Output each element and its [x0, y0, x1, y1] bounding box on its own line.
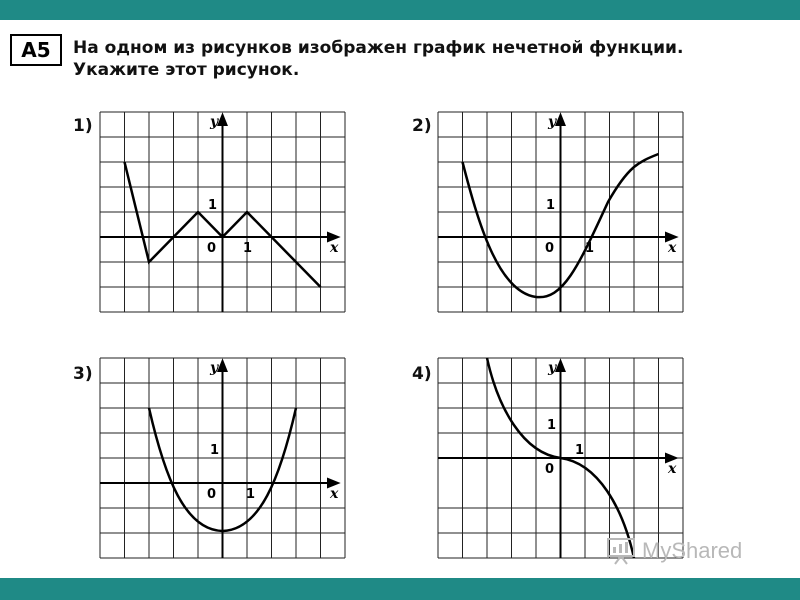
question-line-1: На одном из рисунков изображен график нечетной функции.: [73, 38, 684, 58]
myshared-watermark: [606, 537, 742, 565]
axes: [438, 115, 676, 312]
x-axis-label: x: [330, 486, 339, 502]
axes: [100, 361, 338, 558]
x-unit-label: 1: [246, 487, 256, 502]
y-axis-label: y: [210, 114, 219, 130]
presentation-board-icon: [606, 537, 636, 565]
origin-label: 0: [207, 487, 217, 502]
question-line-2: Укажите этот рисунок.: [73, 60, 300, 80]
watermark-text: MyShared: [642, 538, 743, 563]
figure-4-number: 4): [412, 364, 432, 384]
x-axis-label: x: [668, 461, 677, 477]
x-unit-label: 1: [243, 241, 253, 256]
figure-4-graph: [438, 358, 683, 558]
y-unit-label: 1: [210, 443, 220, 458]
y-axis-label: y: [548, 114, 557, 130]
figure-3-graph: [100, 358, 345, 558]
axes: [438, 361, 676, 558]
x-axis-label: x: [330, 240, 339, 256]
x-axis-label: x: [668, 240, 677, 256]
y-axis-label: y: [210, 360, 219, 376]
figure-1-graph: [100, 112, 345, 312]
figure-2-graph: [438, 112, 683, 312]
axes: [100, 115, 338, 312]
bottom-bar: [0, 578, 800, 600]
figure-2-number: 2): [412, 116, 432, 136]
question-text: [73, 37, 793, 81]
top-bar: [0, 0, 800, 20]
figure-1-number: 1): [73, 116, 93, 136]
x-unit-label: 1: [575, 443, 585, 458]
x-unit-label: 1: [585, 241, 595, 256]
y-unit-label: 1: [546, 198, 556, 213]
y-unit-label: 1: [547, 418, 557, 433]
origin-label: 0: [545, 462, 555, 477]
figure-3-number: 3): [73, 364, 93, 384]
y-unit-label: 1: [208, 198, 218, 213]
origin-label: 0: [207, 241, 217, 256]
origin-label: 0: [545, 241, 555, 256]
task-label: A5: [10, 34, 62, 66]
y-axis-label: y: [548, 360, 557, 376]
